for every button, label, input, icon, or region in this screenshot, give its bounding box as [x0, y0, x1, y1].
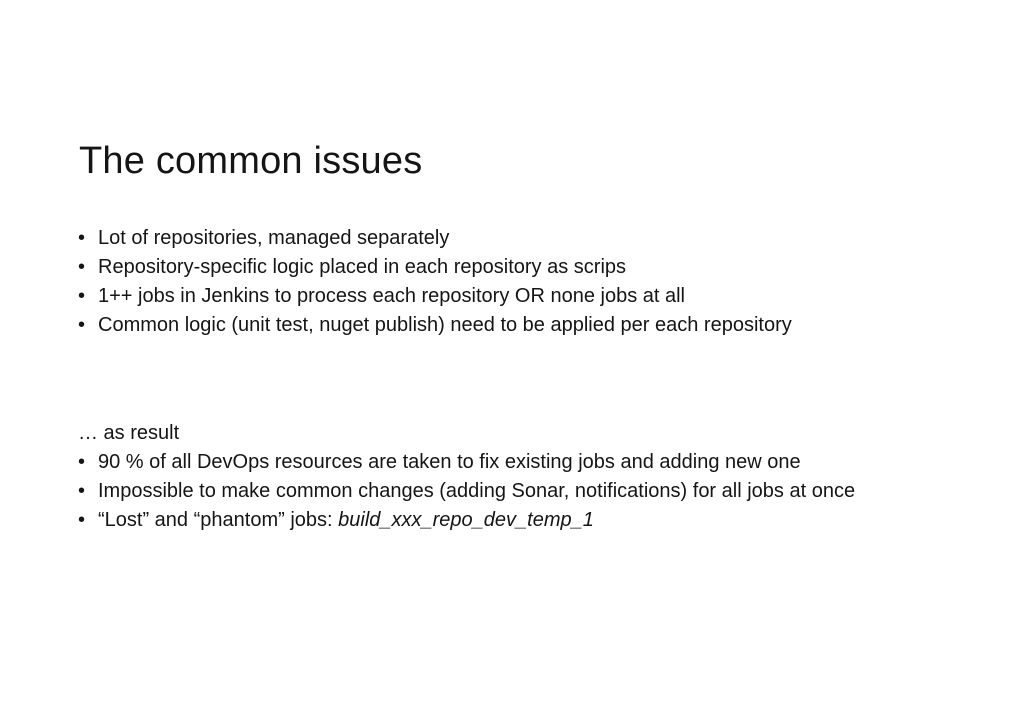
slide-title: The common issues: [79, 140, 423, 182]
bullet-icon: •: [78, 509, 86, 531]
result-heading: … as result: [78, 422, 180, 444]
bullet-icon: •: [78, 256, 86, 278]
list-item: • Repository-specific logic placed in each repository as scrips: [78, 256, 627, 278]
issues-list: [78, 228, 948, 344]
results-list: [78, 452, 948, 539]
list-item: • 1++ jobs in Jenkins to process each repository OR none jobs at all: [78, 285, 685, 307]
job-name-example: build_xxx_repo_dev_temp_1: [338, 509, 594, 531]
list-item: • Impossible to make common changes (adding Sonar, notifications) for all jobs at once: [78, 480, 856, 502]
last-item-prefix: “Lost” and “phantom” jobs:: [98, 509, 339, 531]
list-item: • 90 % of all DevOps resources are taken to fix existing jobs and adding new one: [78, 451, 801, 473]
list-item: [78, 510, 948, 530]
bullet-icon: •: [78, 451, 86, 473]
bullet-icon: •: [78, 480, 86, 502]
list-item: • Common logic (unit test, nuget publish) need to be applied per each repository: [78, 314, 792, 336]
bullet-icon: •: [78, 227, 86, 249]
bullet-icon: •: [78, 285, 86, 307]
list-item: • Lot of repositories, managed separately: [78, 227, 450, 249]
bullet-icon: •: [78, 314, 86, 336]
